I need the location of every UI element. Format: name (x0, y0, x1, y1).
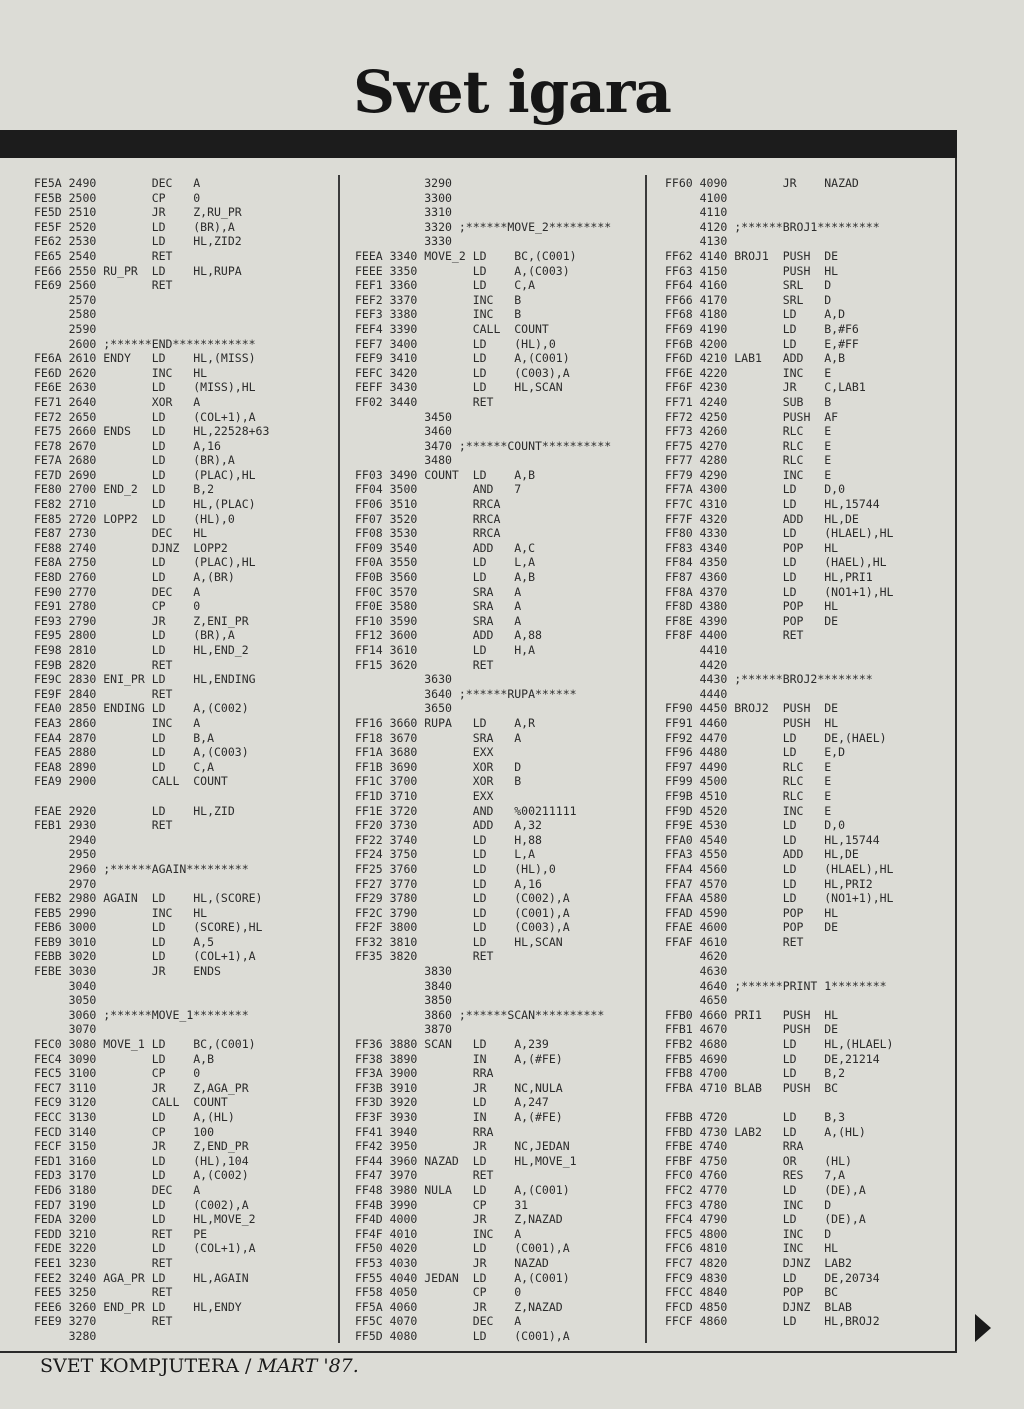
code-line: FFB5 4690 LD DE,21214 (665, 1051, 880, 1066)
code-line: FF16 3660 RUPA LD A,R (355, 715, 536, 730)
code-line: FE72 2650 LD (COL+1),A (34, 409, 256, 424)
code-line: FF96 4480 LD E,D (665, 745, 846, 760)
code-line: FF79 4290 INC E (665, 467, 832, 482)
code-line: FF15 3620 RET (355, 657, 494, 672)
code-line: FF27 3770 LD A,16 (355, 876, 542, 891)
code-line: FF6F 4230 JR C,LAB1 (665, 380, 866, 395)
code-line: FF2C 3790 LD (C001),A (355, 905, 570, 920)
code-line: FFC0 4760 RES 7,A (665, 1168, 846, 1183)
code-line: FF03 3490 COUNT LD A,B (355, 467, 536, 482)
listing-column-1 (34, 176, 269, 1344)
code-line: FECF 3150 JR Z,END_PR (34, 1139, 249, 1154)
code-line: FFC9 4830 LD DE,20734 (665, 1270, 880, 1285)
code-line: FFA0 4540 LD HL,15744 (665, 832, 880, 847)
code-line: FF9D 4520 INC E (665, 803, 832, 818)
code-line: 3870 (355, 1022, 452, 1037)
code-line: FF07 3520 RRCA (355, 511, 501, 526)
code-line: FEC9 3120 CALL COUNT (34, 1095, 228, 1110)
code-line: FEA9 2900 CALL COUNT (34, 774, 228, 789)
code-line: FFBB 4720 LD B,3 (665, 1110, 846, 1124)
code-line: FEB2 2980 AGAIN LD HL,(SCORE) (34, 891, 263, 906)
code-line: FEB1 2930 RET (34, 818, 173, 833)
code-line: 4110 (665, 205, 728, 220)
code-line: FEE5 3250 RET (34, 1285, 173, 1300)
code-line: FEA0 2850 ENDING LD A,(C002) (34, 701, 249, 716)
code-line: FFAA 4580 LD (NO1+1),HL (665, 891, 894, 906)
code-line: 3310 (355, 205, 452, 220)
code-line: 3280 (34, 1328, 97, 1343)
code-line: FFC5 4800 INC D (665, 1226, 832, 1241)
code-line: FE6E 2630 LD (MISS),HL (34, 380, 256, 395)
column-divider-2 (645, 175, 647, 1343)
code-line: 3630 (355, 672, 452, 687)
code-line: 2950 (34, 847, 97, 862)
code-line: FE7D 2690 LD (PLAC),HL (34, 467, 256, 482)
code-line: FF90 4450 BROJ2 PUSH DE (665, 701, 839, 716)
code-line: FF2F 3800 LD (C003),A (355, 920, 570, 935)
code-line: FEDD 3210 RET PE (34, 1226, 208, 1241)
code-line: FE87 2730 DEC HL (34, 526, 208, 541)
code-line: FFA3 4550 ADD HL,DE (665, 847, 859, 862)
code-line: 4130 (665, 234, 728, 249)
code-line: 2590 (34, 321, 97, 336)
code-line: 3650 (355, 701, 452, 716)
code-line: 2600 ;******END************ (34, 336, 256, 351)
code-line: FF4B 3990 CP 31 (355, 1197, 529, 1212)
code-line: FF38 3890 IN A,(#FE) (355, 1051, 563, 1066)
code-line: 3290 (355, 176, 452, 190)
code-line: FE98 2810 LD HL,END_2 (34, 643, 249, 657)
code-line: FF7C 4310 LD HL,15744 (665, 497, 880, 512)
code-line: FFBE 4740 RRA (665, 1139, 804, 1154)
code-line: 4100 (665, 190, 728, 205)
footer-date: MART '87. (251, 1355, 359, 1377)
code-line: FE5A 2490 DEC A (34, 176, 201, 190)
code-line: FEB6 3000 LD (SCORE),HL (34, 920, 263, 935)
code-line: FEDA 3200 LD HL,MOVE_2 (34, 1212, 256, 1227)
code-line: 4420 (665, 657, 728, 672)
code-line: 3850 (355, 993, 452, 1008)
code-line: FF64 4160 SRL D (665, 278, 832, 293)
code-line: FEEA 3340 MOVE_2 LD BC,(C001) (355, 248, 577, 263)
code-line: FF0E 3580 SRA A (355, 599, 522, 614)
code-line: FEA4 2870 LD B,A (34, 730, 215, 745)
code-line: FF5D 4080 LD (C001),A (355, 1328, 570, 1343)
code-line: FF24 3750 LD L,A (355, 847, 536, 862)
code-line: FFC6 4810 INC HL (665, 1241, 839, 1256)
code-line: FF06 3510 RRCA (355, 497, 501, 512)
code-line: FEB9 3010 LD A,5 (34, 934, 215, 949)
code-line: FFCF 4860 LD HL,BROJ2 (665, 1314, 880, 1329)
code-line: FEC4 3090 LD A,B (34, 1051, 215, 1066)
code-line: FE9B 2820 RET (34, 657, 173, 672)
code-line: FEA8 2890 LD C,A (34, 759, 215, 774)
code-line: 3050 (34, 993, 97, 1008)
code-line: FF58 4050 CP 0 (355, 1285, 522, 1300)
code-line: FF5A 4060 JR Z,NAZAD (355, 1299, 563, 1314)
code-line: 3480 (355, 453, 452, 468)
code-line: FECD 3140 CP 100 (34, 1124, 215, 1139)
code-line: FF99 4500 RLC E (665, 774, 832, 789)
listing-column-2 (355, 176, 611, 1344)
code-line: FEBB 3020 LD (COL+1),A (34, 949, 256, 964)
code-line: FE7A 2680 LD (BR),A (34, 453, 235, 468)
code-line: FF1B 3690 XOR D (355, 759, 522, 774)
code-line: 4120 ;******BROJ1********* (665, 219, 880, 234)
code-line: FEE6 3260 END_PR LD HL,ENDY (34, 1299, 242, 1314)
code-line: 2960 ;******AGAIN********* (34, 861, 249, 876)
code-line: 3330 (355, 234, 452, 249)
code-line: FF1C 3700 XOR B (355, 774, 522, 789)
code-line: FF68 4180 LD A,D (665, 307, 846, 322)
code-line: FFBD 4730 LAB2 LD A,(HL) (665, 1124, 866, 1139)
code-line: FECC 3130 LD A,(HL) (34, 1110, 235, 1124)
code-line: FFC3 4780 INC D (665, 1197, 832, 1212)
code-line: FF6D 4210 LAB1 ADD A,B (665, 351, 846, 366)
code-line: FE9C 2830 ENI_PR LD HL,ENDING (34, 672, 256, 687)
listing-column-3 (665, 176, 893, 1329)
code-line: 2570 (34, 292, 97, 307)
code-line: 4630 (665, 964, 728, 979)
code-line: FF3A 3900 RRA (355, 1066, 494, 1081)
code-line: FE91 2780 CP 0 (34, 599, 201, 614)
code-line: FFC2 4770 LD (DE),A (665, 1182, 866, 1197)
code-line: FF42 3950 JR NC,JEDAN (355, 1139, 570, 1154)
code-line: 3450 (355, 409, 452, 424)
code-line: FF62 4140 BROJ1 PUSH DE (665, 248, 839, 263)
code-line: 3640 ;******RUPA****** (355, 686, 577, 701)
code-line: FE6A 2610 ENDY LD HL,(MISS) (34, 351, 256, 366)
code-line: FF66 4170 SRL D (665, 292, 832, 307)
code-line: 2940 (34, 832, 97, 847)
code-line: FF92 4470 LD DE,(HAEL) (665, 730, 887, 745)
code-line: FF77 4280 RLC E (665, 453, 832, 468)
code-line: FEEE 3350 LD A,(C003) (355, 263, 570, 278)
code-line: FF6B 4200 LD E,#FF (665, 336, 859, 351)
page-footer (40, 1355, 359, 1377)
code-line: FE85 2720 LOPP2 LD (HL),0 (34, 511, 235, 526)
code-line: FF97 4490 RLC E (665, 759, 832, 774)
code-line: FF8F 4400 RET (665, 628, 804, 643)
code-line: FFBA 4710 BLAB PUSH BC (665, 1080, 839, 1095)
code-line: FEB5 2990 INC HL (34, 905, 208, 920)
code-line: FF18 3670 SRA A (355, 730, 522, 745)
code-line: FE82 2710 LD HL,(PLAC) (34, 497, 256, 512)
code-line: FF8A 4370 LD (NO1+1),HL (665, 584, 894, 599)
code-line: FF8D 4380 POP HL (665, 599, 839, 614)
code-line: FF4D 4000 JR Z,NAZAD (355, 1212, 563, 1227)
code-line: FFB8 4700 LD B,2 (665, 1066, 846, 1081)
header-bar (0, 130, 957, 158)
footer-magazine: SVET KOMPJUTERA / (40, 1355, 252, 1377)
code-line (665, 1095, 893, 1110)
code-line: FF72 4250 PUSH AF (665, 409, 839, 424)
code-line: 4640 ;******PRINT 1******** (665, 978, 887, 993)
code-line: 3070 (34, 1022, 97, 1037)
code-line: FED7 3190 LD (C002),A (34, 1197, 249, 1212)
code-line: FF10 3590 SRA A (355, 613, 522, 628)
code-line: FE5F 2520 LD (BR),A (34, 219, 235, 234)
code-line: 3830 (355, 964, 452, 979)
code-line: FE95 2800 LD (BR),A (34, 628, 235, 643)
code-line: 3860 ;******SCAN********** (355, 1007, 605, 1022)
code-line: FFB0 4660 PRI1 PUSH HL (665, 1007, 839, 1022)
code-line: FE8D 2760 LD A,(BR) (34, 570, 235, 585)
code-line: FF29 3780 LD (C002),A (355, 891, 570, 906)
code-line: FF22 3740 LD H,88 (355, 832, 542, 847)
code-line: 3040 (34, 978, 97, 993)
code-line: FF0A 3550 LD L,A (355, 555, 536, 570)
code-line: FE93 2790 JR Z,ENI_PR (34, 613, 249, 628)
code-line: 3300 (355, 190, 452, 205)
code-line: FED3 3170 LD A,(C002) (34, 1168, 249, 1183)
code-line: FF3F 3930 IN A,(#FE) (355, 1110, 563, 1124)
code-line: 4430 ;******BROJ2******** (665, 672, 873, 687)
code-line: FFCD 4850 DJNZ BLAB (665, 1299, 852, 1314)
code-line: FFAE 4600 POP DE (665, 920, 839, 935)
code-line: FEA5 2880 LD A,(C003) (34, 745, 249, 760)
code-line: FE62 2530 LD HL,ZID2 (34, 234, 242, 249)
code-line: 3470 ;******COUNT********** (355, 438, 612, 453)
code-line: FFAD 4590 POP HL (665, 905, 839, 920)
code-line: FE9F 2840 RET (34, 686, 173, 701)
code-line: FEF4 3390 CALL COUNT (355, 321, 549, 336)
code-line: FE66 2550 RU_PR LD HL,RUPA (34, 263, 242, 278)
code-line: FF3B 3910 JR NC,NULA (355, 1080, 563, 1095)
code-line: FF53 4030 JR NAZAD (355, 1255, 549, 1270)
code-line: FF0C 3570 SRA A (355, 584, 522, 599)
code-line: 4650 (665, 993, 728, 1008)
code-line: FF71 4240 SUB B (665, 394, 832, 409)
code-line: FF6E 4220 INC E (665, 365, 832, 380)
code-line (34, 789, 269, 804)
code-line: FE71 2640 XOR A (34, 394, 201, 409)
next-page-arrow-icon (975, 1314, 991, 1342)
code-line: 3060 ;******MOVE_1******** (34, 1007, 249, 1022)
code-line: FF83 4340 POP HL (665, 540, 839, 555)
code-line: FF14 3610 LD H,A (355, 643, 536, 657)
code-line: FF25 3760 LD (HL),0 (355, 861, 556, 876)
code-line: 3460 (355, 424, 452, 439)
code-line: FF9B 4510 RLC E (665, 788, 832, 803)
code-line: FF5C 4070 DEC A (355, 1314, 522, 1329)
code-line: FE80 2700 END_2 LD B,2 (34, 482, 215, 497)
code-line: FF9E 4530 LD D,0 (665, 818, 846, 833)
code-line: FF84 4350 LD (HAEL),HL (665, 555, 887, 570)
code-line: FEC0 3080 MOVE_1 LD BC,(C001) (34, 1037, 256, 1052)
code-line: FF69 4190 LD B,#F6 (665, 321, 859, 336)
code-line: FFAF 4610 RET (665, 934, 804, 949)
code-line: FF91 4460 PUSH HL (665, 715, 839, 730)
code-line: FFB2 4680 LD HL,(HLAEL) (665, 1037, 894, 1052)
code-line: FF12 3600 ADD A,88 (355, 628, 542, 643)
code-line: FFC7 4820 DJNZ LAB2 (665, 1255, 852, 1270)
code-line: FF08 3530 RRCA (355, 526, 501, 541)
code-line: FE5D 2510 JR Z,RU_PR (34, 205, 242, 220)
code-line: FEBE 3030 JR ENDS (34, 964, 221, 979)
code-line: FF3D 3920 LD A,247 (355, 1095, 549, 1110)
code-line: FF04 3500 AND 7 (355, 482, 522, 497)
code-line: FEF7 3400 LD (HL),0 (355, 336, 556, 351)
code-line: FF4F 4010 INC A (355, 1226, 522, 1241)
code-line: FF75 4270 RLC E (665, 438, 832, 453)
code-line: FF20 3730 ADD A,32 (355, 818, 542, 833)
code-line: FF55 4040 JEDAN LD A,(C001) (355, 1270, 570, 1285)
code-line: FF41 3940 RRA (355, 1124, 494, 1139)
code-line: FE75 2660 ENDS LD HL,22528+63 (34, 424, 270, 439)
code-line: FF50 4020 LD (C001),A (355, 1241, 570, 1256)
code-line: FF1D 3710 EXX (355, 788, 494, 803)
code-line: FE5B 2500 CP 0 (34, 190, 201, 205)
code-line: FEE9 3270 RET (34, 1314, 173, 1329)
code-line: FF0B 3560 LD A,B (355, 570, 536, 585)
code-line: FF1E 3720 AND %00211111 (355, 803, 577, 818)
code-line: FEC5 3100 CP 0 (34, 1066, 201, 1081)
code-line: FFCC 4840 POP BC (665, 1285, 839, 1300)
code-line: FE88 2740 DJNZ LOPP2 (34, 540, 228, 555)
code-line: FEE2 3240 AGA_PR LD HL,AGAIN (34, 1270, 249, 1285)
code-line: FFC4 4790 LD (DE),A (665, 1212, 866, 1227)
code-line: FF60 4090 JR NAZAD (665, 176, 859, 190)
code-line: 3320 ;******MOVE_2********* (355, 219, 612, 234)
code-line: FEFC 3420 LD (C003),A (355, 365, 570, 380)
code-line: 4440 (665, 686, 728, 701)
code-line: FF1A 3680 EXX (355, 745, 494, 760)
code-line: FF47 3970 RET (355, 1168, 494, 1183)
code-line: FF87 4360 LD HL,PRI1 (665, 570, 873, 585)
code-line: FF35 3820 RET (355, 949, 494, 964)
code-line: FE90 2770 DEC A (34, 584, 201, 599)
code-line: FF44 3960 NAZAD LD HL,MOVE_1 (355, 1153, 577, 1168)
code-line: FEF9 3410 LD A,(C001) (355, 351, 570, 366)
code-line: FF73 4260 RLC E (665, 424, 832, 439)
code-line: FF80 4330 LD (HLAEL),HL (665, 526, 894, 541)
code-line: 4620 (665, 949, 728, 964)
code-line: FEDE 3220 LD (COL+1),A (34, 1241, 256, 1256)
code-line: FED1 3160 LD (HL),104 (34, 1153, 249, 1168)
code-line: FEE1 3230 RET (34, 1255, 173, 1270)
code-line: FFA4 4560 LD (HLAEL),HL (665, 861, 894, 876)
code-line: FE6D 2620 INC HL (34, 365, 208, 380)
code-line: FF7F 4320 ADD HL,DE (665, 511, 859, 526)
code-line: FEA3 2860 INC A (34, 715, 201, 730)
code-line: FFA7 4570 LD HL,PRI2 (665, 876, 873, 891)
code-line: FF48 3980 NULA LD A,(C001) (355, 1182, 570, 1197)
code-line: FF02 3440 RET (355, 394, 494, 409)
code-line: FE65 2540 RET (34, 248, 173, 263)
code-line: FED6 3180 DEC A (34, 1182, 201, 1197)
code-line: FE69 2560 RET (34, 278, 173, 293)
code-line: 3840 (355, 978, 452, 993)
code-line: FF7A 4300 LD D,0 (665, 482, 846, 497)
code-line: FE78 2670 LD A,16 (34, 438, 221, 453)
code-line: FF32 3810 LD HL,SCAN (355, 934, 563, 949)
code-line: FEF3 3380 INC B (355, 307, 522, 322)
code-line: FF09 3540 ADD A,C (355, 540, 536, 555)
code-line: FFBF 4750 OR (HL) (665, 1153, 852, 1168)
code-line: FF8E 4390 POP DE (665, 613, 839, 628)
code-line: 4410 (665, 643, 728, 657)
code-line: FEF1 3360 LD C,A (355, 278, 536, 293)
code-line: 2970 (34, 876, 97, 891)
code-line: FFB1 4670 PUSH DE (665, 1022, 839, 1037)
code-line: FEFF 3430 LD HL,SCAN (355, 380, 563, 395)
code-line: FF63 4150 PUSH HL (665, 263, 839, 278)
page-title: Svet igara (353, 58, 671, 126)
code-line: FEF2 3370 INC B (355, 292, 522, 307)
code-line: FF36 3880 SCAN LD A,239 (355, 1037, 549, 1052)
code-line: FEAE 2920 LD HL,ZID (34, 803, 235, 818)
column-divider-1 (338, 175, 340, 1343)
code-line: 2580 (34, 307, 97, 322)
code-line: FE8A 2750 LD (PLAC),HL (34, 555, 256, 570)
code-line: FEC7 3110 JR Z,AGA_PR (34, 1080, 249, 1095)
